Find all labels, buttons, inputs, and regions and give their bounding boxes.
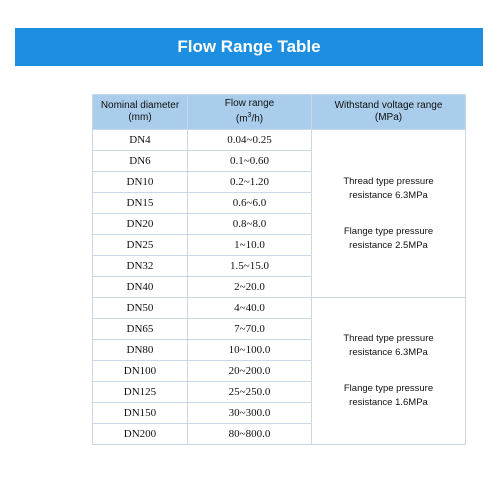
header-voltage-label: Withstand voltage range xyxy=(334,100,443,111)
header-nominal-diameter xyxy=(93,95,188,130)
nominal-diameter-cell: DN40 xyxy=(93,277,188,298)
table-header-row xyxy=(93,95,466,130)
flow-range-cell: 4~40.0 xyxy=(188,298,312,319)
header-flow-label: Flow range xyxy=(224,98,275,110)
nominal-diameter-cell: DN65 xyxy=(93,319,188,340)
flange-pressure-text: Flange type pressure xyxy=(343,225,434,237)
flange-pressure-text: resistance 2.5MPa xyxy=(349,239,428,251)
nominal-diameter-cell: DN10 xyxy=(93,172,188,193)
flow-range-cell: 1.5~15.0 xyxy=(188,256,312,277)
flange-pressure-text: resistance 1.6MPa xyxy=(349,397,428,408)
thread-pressure-text: Thread type pressure xyxy=(343,333,434,344)
pressure-rating-cell xyxy=(312,130,466,298)
flow-range-cell: 0.2~1.20 xyxy=(188,172,312,193)
nominal-diameter-cell: DN32 xyxy=(93,256,188,277)
table-row xyxy=(93,298,466,319)
pressure-rating-cell xyxy=(312,298,466,445)
header-voltage-unit: (MPa) xyxy=(374,112,403,123)
nominal-diameter-cell: DN100 xyxy=(93,361,188,382)
flow-range-cell: 25~250.0 xyxy=(188,382,312,403)
pressure-spacer xyxy=(312,203,465,225)
header-flow-unit-prefix: (m xyxy=(235,113,248,125)
flow-range-cell: 0.1~0.60 xyxy=(188,151,312,172)
flow-range-cell: 20~200.0 xyxy=(188,361,312,382)
header-flow-range xyxy=(188,95,312,130)
nominal-diameter-cell: DN50 xyxy=(93,298,188,319)
flow-range-cell: 30~300.0 xyxy=(188,403,312,424)
header-withstand-voltage xyxy=(312,95,466,130)
flow-range-cell: 2~20.0 xyxy=(188,277,312,298)
nominal-diameter-cell: DN4 xyxy=(93,130,188,151)
flow-range-table xyxy=(92,94,466,445)
page-title: Flow Range Table xyxy=(177,37,321,56)
nominal-diameter-cell: DN125 xyxy=(93,382,188,403)
pressure-spacer xyxy=(312,360,465,382)
table-row xyxy=(93,130,466,151)
nominal-diameter-cell: DN80 xyxy=(93,340,188,361)
flow-range-cell: 0.8~8.0 xyxy=(188,214,312,235)
nominal-diameter-cell: DN200 xyxy=(93,424,188,445)
flow-range-cell: 10~100.0 xyxy=(188,340,312,361)
header-flow-unit-exponent: 3 xyxy=(247,112,252,120)
flange-pressure-text: Flange type pressure xyxy=(343,383,434,394)
thread-pressure-text: Thread type pressure xyxy=(343,175,434,187)
nominal-diameter-cell: DN20 xyxy=(93,214,188,235)
thread-pressure-text: resistance 6.3MPa xyxy=(349,347,428,358)
header-flow-unit-suffix: /h) xyxy=(251,113,264,125)
thread-pressure-text: resistance 6.3MPa xyxy=(349,189,428,201)
flow-range-cell: 0.6~6.0 xyxy=(188,193,312,214)
nominal-diameter-cell: DN15 xyxy=(93,193,188,214)
flow-range-cell: 80~800.0 xyxy=(188,424,312,445)
nominal-diameter-cell: DN150 xyxy=(93,403,188,424)
header-diameter-unit: (mm) xyxy=(128,112,152,123)
header-diameter-label: Nominal diameter xyxy=(100,100,180,111)
table-body xyxy=(93,130,466,445)
flow-range-cell: 1~10.0 xyxy=(188,235,312,256)
header-flow-unit xyxy=(188,110,311,125)
nominal-diameter-cell: DN25 xyxy=(93,235,188,256)
title-banner xyxy=(15,28,483,66)
flow-range-cell: 0.04~0.25 xyxy=(188,130,312,151)
flow-range-cell: 7~70.0 xyxy=(188,319,312,340)
nominal-diameter-cell: DN6 xyxy=(93,151,188,172)
